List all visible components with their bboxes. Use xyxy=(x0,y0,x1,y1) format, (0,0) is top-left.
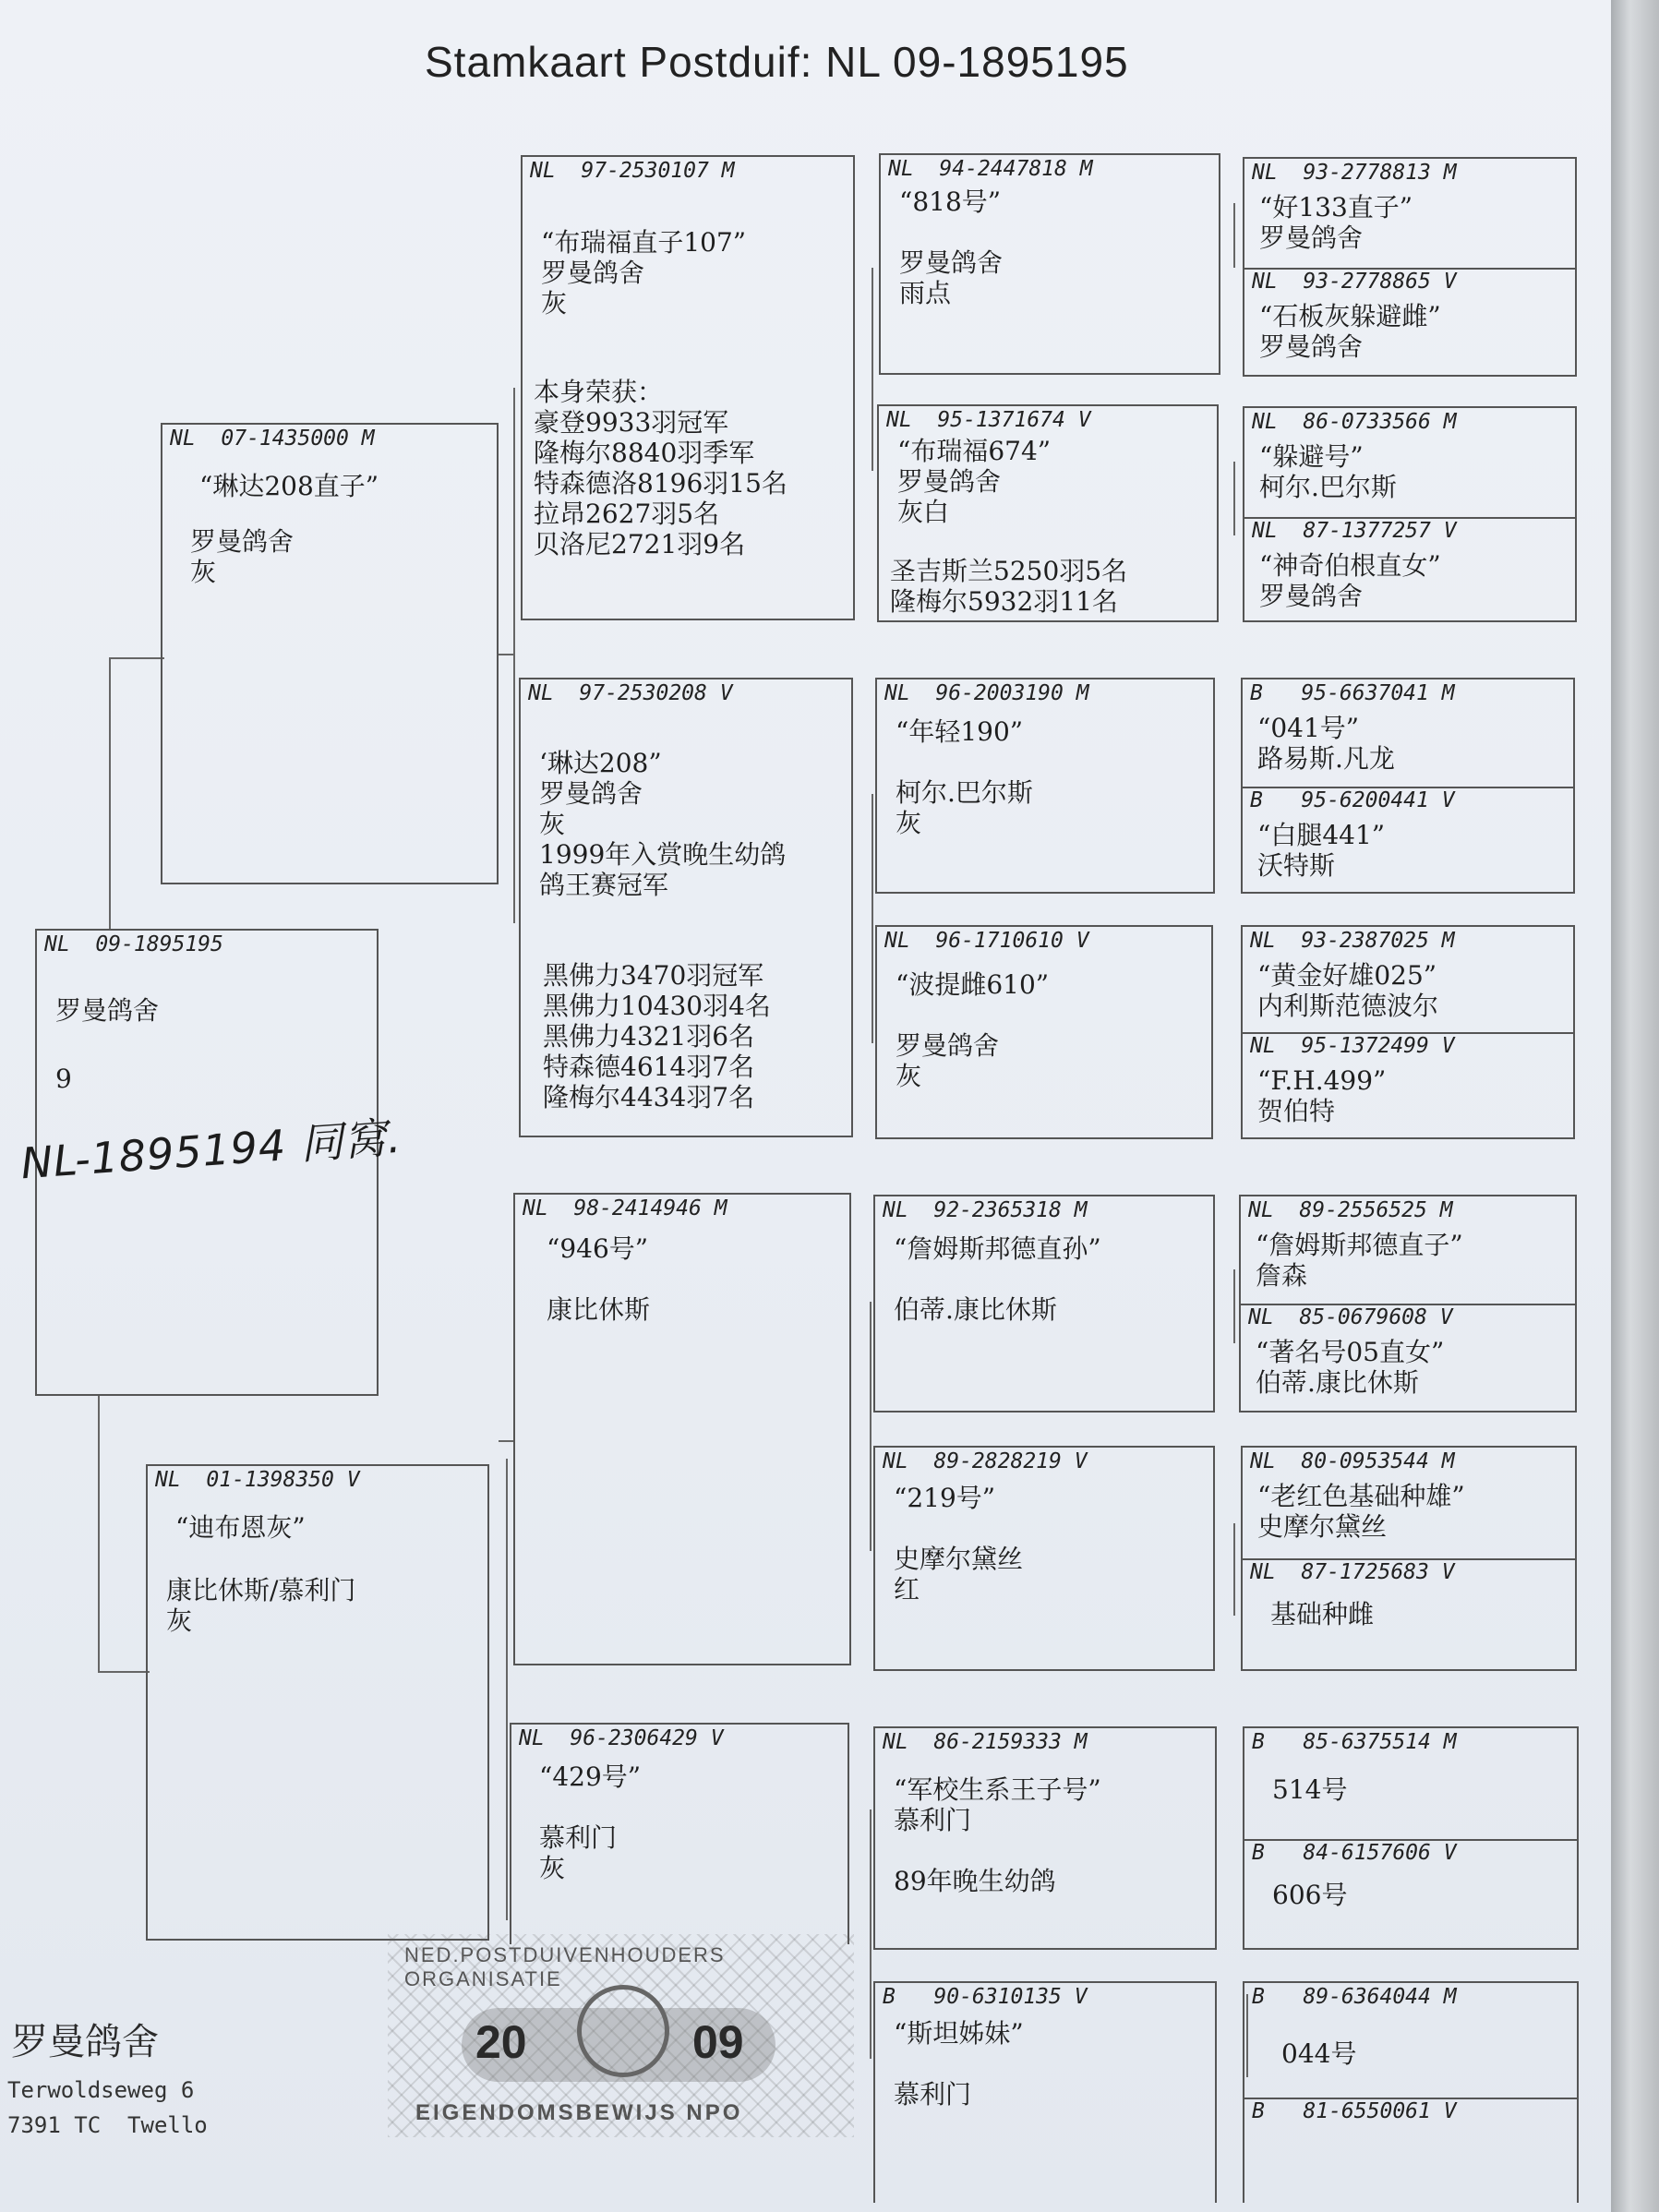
gen5-box xyxy=(1244,1983,1577,2099)
bird-details: “年轻190” 柯尔.巴尔斯 灰 xyxy=(896,716,1033,838)
race-results: 圣吉斯兰5250羽5名 隆梅尔5932羽11名 xyxy=(890,556,1128,617)
connector-line xyxy=(98,1671,150,1673)
ring-number: NL 87-1725683 V xyxy=(1250,1560,1455,1584)
gen4-box-1 xyxy=(879,153,1220,375)
gen4-box-8 xyxy=(873,1981,1217,2203)
ring-number: NL 86-0733566 M xyxy=(1252,410,1457,434)
gen5-box xyxy=(1243,1032,1573,1139)
connector-line xyxy=(98,1396,100,1673)
bird-details: “詹姆斯邦德直孙” 伯蒂.康比休斯 xyxy=(894,1233,1101,1325)
bird-details: “詹姆斯邦德直子” 詹森 xyxy=(1256,1230,1463,1291)
stamp-year-left: 20 xyxy=(475,2016,527,2068)
ring-number: B 84-6157606 V xyxy=(1252,1841,1457,1865)
bird-details: “布瑞福674” 罗曼鸽舍 灰白 xyxy=(897,436,1052,527)
bird-details: “躲避号” 柯尔.巴尔斯 xyxy=(1259,441,1397,502)
gen5-pair-2 xyxy=(1243,406,1577,622)
ring-number: NL 95-1372499 V xyxy=(1250,1034,1455,1058)
gen5-pair-1 xyxy=(1243,157,1577,377)
ring-number: B 81-6550061 V xyxy=(1252,2099,1457,2123)
bird-details: 基础种雌 xyxy=(1270,1599,1375,1629)
gen5-pair-6 xyxy=(1241,1446,1577,1671)
page-edge xyxy=(1611,0,1659,2212)
address-line-2: 7391 TC Twello xyxy=(7,2112,208,2138)
ring-number: NL 95-1371674 V xyxy=(886,408,1091,432)
race-results: 黑佛力3470羽冠军 黑佛力10430羽4名 黑佛力4321羽6名 特森德4614羽7名 隆梅尔4434羽7名 xyxy=(543,960,771,1112)
connector-line xyxy=(872,268,873,471)
gen5-box xyxy=(1241,1196,1575,1305)
gen4-box-4 xyxy=(875,925,1213,1139)
connector-line xyxy=(499,654,515,655)
gen5-box xyxy=(1244,159,1575,270)
bird-details: 044号 xyxy=(1281,2038,1357,2069)
gen5-box xyxy=(1241,1304,1575,1413)
subject-loft: 罗曼鸽舍 xyxy=(55,995,160,1026)
gen5-pair-4 xyxy=(1241,925,1575,1139)
ring-number: NL 96-2003190 M xyxy=(884,681,1089,705)
gen5-box xyxy=(1243,1558,1575,1671)
npo-stamp xyxy=(388,1934,854,2137)
ring-number: NL 97-2530208 V xyxy=(528,681,733,705)
gen5-box xyxy=(1244,1839,1577,1950)
bird-details: “F.H.499” 贺伯特 xyxy=(1257,1065,1387,1126)
ring-number: NL 92-2365318 M xyxy=(883,1198,1088,1222)
stamp-top-text: NED.POSTDUIVENHOUDERS ORGANISATIE xyxy=(404,1943,726,1990)
connector-line xyxy=(1233,1523,1235,1616)
bird-details: “神奇伯根直女” 罗曼鸽舍 xyxy=(1259,550,1441,611)
gen5-box xyxy=(1244,408,1575,519)
gen5-box xyxy=(1244,1728,1577,1841)
gen5-box xyxy=(1243,927,1573,1034)
gen5-box xyxy=(1244,268,1575,377)
subject-color: 9 xyxy=(55,1064,72,1094)
gen5-box xyxy=(1243,787,1573,894)
connector-line xyxy=(1233,1269,1235,1343)
connector-line xyxy=(506,1459,508,1920)
dam-name: “迪布恩灰” xyxy=(175,1512,306,1543)
stamp-year-right: 09 xyxy=(692,2016,744,2068)
ring-number: B 95-6637041 M xyxy=(1250,681,1455,705)
gen5-pair-7 xyxy=(1243,1726,1579,1950)
ring-number: B 85-6375514 M xyxy=(1252,1730,1457,1754)
bird-details: 606号 xyxy=(1272,1880,1348,1910)
dam-loft: 康比休斯/慕利门 灰 xyxy=(166,1575,356,1636)
bird-details: “黄金好雄025” 内利斯范德波尔 xyxy=(1257,960,1439,1021)
bird-details: “818号” 罗曼鸽舍 雨点 xyxy=(899,186,1004,308)
bird-details: 514号 xyxy=(1272,1774,1348,1805)
sire-loft: 罗曼鸽舍 灰 xyxy=(190,526,295,587)
loft-name: 罗曼鸽舍 xyxy=(11,2021,159,2063)
bird-details: “石板灰躲避雌” 罗曼鸽舍 xyxy=(1259,301,1441,362)
dam-ring-number: NL 01-1398350 V xyxy=(155,1468,360,1492)
handwritten-note: NL-1895194 同窝. xyxy=(18,1112,403,1189)
gen4-box-5 xyxy=(873,1195,1215,1413)
gen5-box xyxy=(1244,517,1575,622)
connector-line xyxy=(1233,203,1235,268)
ring-number: NL 85-0679608 V xyxy=(1248,1305,1453,1329)
bird-details: ‘琳达208” 罗曼鸽舍 灰 1999年入赏晚生幼鸽 鸽王赛冠军 xyxy=(539,748,787,900)
bird-details: “219号” 史摩尔黛丝 红 xyxy=(894,1483,1024,1605)
ring-number: NL 86-2159333 M xyxy=(883,1730,1088,1754)
ring-number: NL 98-2414946 M xyxy=(523,1196,727,1220)
sire-box xyxy=(161,423,499,884)
ring-number: NL 89-2828219 V xyxy=(883,1449,1088,1473)
ring-number: NL 96-2306429 V xyxy=(519,1726,724,1750)
gen3-box-4 xyxy=(510,1723,849,1944)
gen4-box-2 xyxy=(877,404,1219,622)
ring-number: B 89-6364044 M xyxy=(1252,1985,1457,2009)
connector-line xyxy=(870,1809,872,2059)
gen4-box-6 xyxy=(873,1446,1215,1671)
bird-details: “946号” 康比休斯 xyxy=(547,1233,651,1325)
gen3-box-3 xyxy=(513,1193,851,1665)
bird-details: “429号” 慕利门 灰 xyxy=(539,1761,642,1883)
ring-number: NL 80-0953544 M xyxy=(1250,1449,1455,1473)
subject-ring-number: NL 09-1895195 xyxy=(44,932,223,956)
ring-number: NL 93-2778813 M xyxy=(1252,161,1457,185)
ring-number: NL 89-2556525 M xyxy=(1248,1198,1453,1222)
connector-line xyxy=(1233,462,1235,535)
connector-line xyxy=(513,388,515,923)
address-line-1: Terwoldseweg 6 xyxy=(7,2077,195,2103)
ring-number: B 90-6310135 V xyxy=(883,1985,1088,2009)
gen5-box xyxy=(1243,679,1573,788)
bird-details: “老红色基础种雄” 史摩尔黛丝 xyxy=(1257,1481,1465,1542)
ring-number: NL 93-2778865 V xyxy=(1252,270,1457,294)
loft-address xyxy=(7,2073,208,2143)
sire-name: “琳达208直子” xyxy=(199,471,379,501)
sire-ring-number: NL 07-1435000 M xyxy=(170,427,375,451)
bird-details: “白腿441” 沃特斯 xyxy=(1257,820,1386,881)
gen5-pair-3 xyxy=(1241,678,1575,894)
gen4-box-3 xyxy=(875,678,1215,894)
gen5-pair-5 xyxy=(1239,1195,1577,1413)
page-title: Stamkaart Postduif: NL 09-1895195 xyxy=(425,38,1129,86)
stamp-bottom-text: EIGENDOMSBEWIJS NPO xyxy=(415,2100,743,2125)
gen5-pair-8 xyxy=(1243,1981,1579,2203)
dam-box xyxy=(146,1464,489,1941)
gen5-box xyxy=(1243,1448,1575,1560)
bird-details: “著名号05直女” 伯蒂.康比休斯 xyxy=(1256,1337,1445,1398)
connector-line xyxy=(109,657,164,659)
connector-line xyxy=(109,657,111,931)
ring-number: NL 87-1377257 V xyxy=(1252,519,1457,543)
ring-number: NL 94-2447818 M xyxy=(888,157,1093,181)
seal-icon xyxy=(577,1985,669,2077)
bird-details: “军校生系王子号” 慕利门 89年晚生幼鸽 xyxy=(894,1774,1101,1896)
ring-number: NL 96-1710610 V xyxy=(884,929,1089,953)
ring-number: NL 93-2387025 M xyxy=(1250,929,1455,953)
gen3-box-2 xyxy=(519,678,853,1137)
gen3-box-1 xyxy=(521,155,855,620)
ring-number: B 95-6200441 V xyxy=(1250,788,1455,812)
gen5-box xyxy=(1244,2098,1577,2203)
connector-line xyxy=(870,1302,872,1551)
race-results: 本身荣获： 豪登9933羽冠军 隆梅尔8840羽季军 特森德洛8196羽15名 拉昂2627羽5名 贝洛尼2721羽9名 xyxy=(534,377,787,559)
bird-details: “布瑞福直子107” 罗曼鸽舍 灰 xyxy=(541,227,747,319)
bird-details: “041号” 路易斯.凡龙 xyxy=(1257,713,1395,774)
bird-details: “波提雌610” 罗曼鸽舍 灰 xyxy=(896,969,1050,1091)
bird-details: “好133直子” 罗曼鸽舍 xyxy=(1259,192,1413,253)
connector-line xyxy=(872,794,873,1043)
ring-number: NL 97-2530107 M xyxy=(530,159,735,183)
bird-details: “斯坦姊妹” 慕利门 xyxy=(894,2018,1024,2110)
gen4-box-7 xyxy=(873,1726,1217,1950)
